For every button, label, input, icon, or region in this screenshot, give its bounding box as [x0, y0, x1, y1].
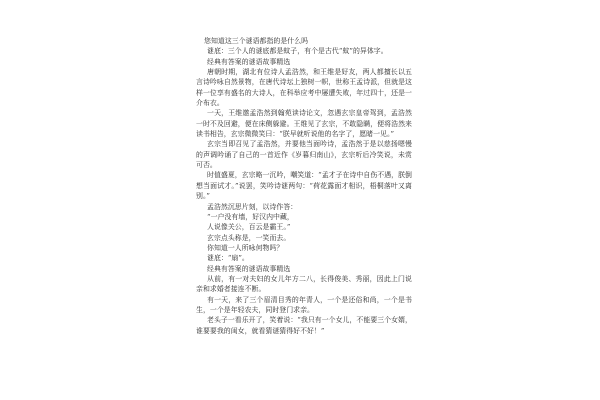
section-heading: 经典有答案的谜语故事精选 [207, 264, 291, 273]
section-heading: 经典有答案的谜语故事精选 [207, 57, 291, 66]
paragraph: 您知道这三个谜语都指的是什么吗 [204, 37, 309, 45]
paragraph: 你知道一人所咏何物吗？ [207, 243, 284, 252]
paragraph: 谜底：三个人的谜底都是蚊子，有个是古代“蚊”的异体字。 [207, 47, 388, 56]
paragraph: 老头子一看乐开了，笑着说：“我只有一个女儿，不能要三个女婿，谁要要我的闺女，就看猜谜猜得好不好！” [196, 316, 412, 335]
text-column [196, 36, 412, 336]
paragraph: 唐朝时期，湖北有位诗人孟浩然，和王维是好友，两人都擅长以五言诗吟咏自然景物，在唐代诗坛上独树一帜，世称王孟诗派，但就是这样一位享有盛名的大诗人，在科举应考中屡遭失败，年过四十，还是一介布衣。 [196, 68, 412, 108]
paragraph: 有一天，来了三个眉清目秀的年青人，一个是还俗和尚，一个是书生，一个是年轻农夫，同时登门求亲。 [196, 295, 412, 314]
poem-line: 人说像关公，百云是霸王。” [207, 223, 291, 232]
poem-line: “一户没有墙，好汉内中藏， [207, 212, 294, 221]
paragraph: 一天，王维邀孟浩然到翰苑读诗论文，忽遇玄宗皇帝驾到，孟浩然一时不及回避，便在床侧躲避。王维见了玄宗，不敢隐瞒，便将浩然来读书相告，玄宗微微笑曰：“朕早就听说他的名字了，愿睹一见。” [196, 109, 412, 139]
paragraph: 时值盛夏，玄宗略一沉吟，嘲笑道：“孟才子在诗中自伤不遇，朕倒想当面试才。”说罢，笑吟诗谜两句：“荷花露面才相识，梧桐落叶又离别。” [196, 171, 412, 201]
paragraph: 孟浩然沉思片刻，以诗作答： [207, 202, 298, 211]
paragraph: 从前，有一对夫妇的女儿年方二八，长得俊美、秀丽，因此上门说亲和求婚者接连不断。 [196, 274, 412, 294]
paragraph: 玄宗当即召见了孟浩然，并要他当面吟诗，孟浩然于是以慈扬嗯慢的声调吟诵了自己的一首近作《岁暮归南山》，玄宗听后冷笑说，未赏可否。 [196, 140, 412, 170]
riddle-answer: 谜底：“扇”。 [207, 254, 249, 263]
paragraph: 玄宗点头称是，一笑而去。 [207, 233, 291, 242]
